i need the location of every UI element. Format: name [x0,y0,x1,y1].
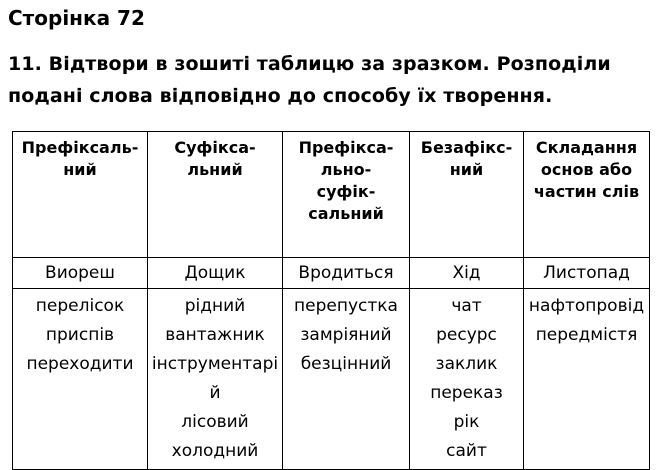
word: рік [453,412,480,432]
word: переказ [430,383,503,403]
word: нафтопровід [528,296,645,316]
header-affixless: Безафікс- ний [410,132,524,258]
word: вантажник [165,325,265,345]
word: сайт [446,441,487,461]
words-cell-affixless [410,289,524,470]
example-cell: Хід [410,258,524,289]
header-compounding: Складання основ або частин слів [524,132,650,258]
word: переходити [26,354,134,374]
words-cell-compounding [524,289,650,470]
word: перепустка [294,296,398,316]
word: рідний [184,296,246,316]
task-text [8,48,653,112]
word: замріяний [300,325,392,345]
word: безцінний [300,354,392,374]
page-label: Сторінка 72 [8,6,145,30]
word-formation-table [12,131,650,470]
words-row [13,289,650,470]
header-row [13,132,650,258]
word: холодний [171,441,259,461]
example-cell: Листопад [524,258,650,289]
words-cell-suffixal [148,289,283,470]
word: лісовий [181,412,249,432]
task-line-2: подані слова відповідно до способу їх творення. [8,85,553,107]
task-line-1: 11. Відтвори в зошиті таблицю за зразком. Розподіли [8,53,611,75]
word: перелісок [35,296,125,316]
word: інструментарі [151,354,279,374]
example-cell: Виореш [13,258,148,289]
word: передмістя [535,325,638,345]
word: приспів [45,325,115,345]
example-cell: Вродиться [283,258,410,289]
word: й [209,383,221,403]
word: заклик [435,354,498,374]
example-cell: Дощик [148,258,283,289]
words-cell-prefixal [13,289,148,470]
header-prefixal-suffixal: Префікса- льно- суфік- сальний [283,132,410,258]
word: ресурс [436,325,497,345]
header-prefixal: Префіксаль- ний [13,132,148,258]
example-row [13,258,650,289]
word: чат [451,296,482,316]
words-cell-prefixal-suffixal [283,289,410,470]
header-suffixal: Суфікса- льний [148,132,283,258]
